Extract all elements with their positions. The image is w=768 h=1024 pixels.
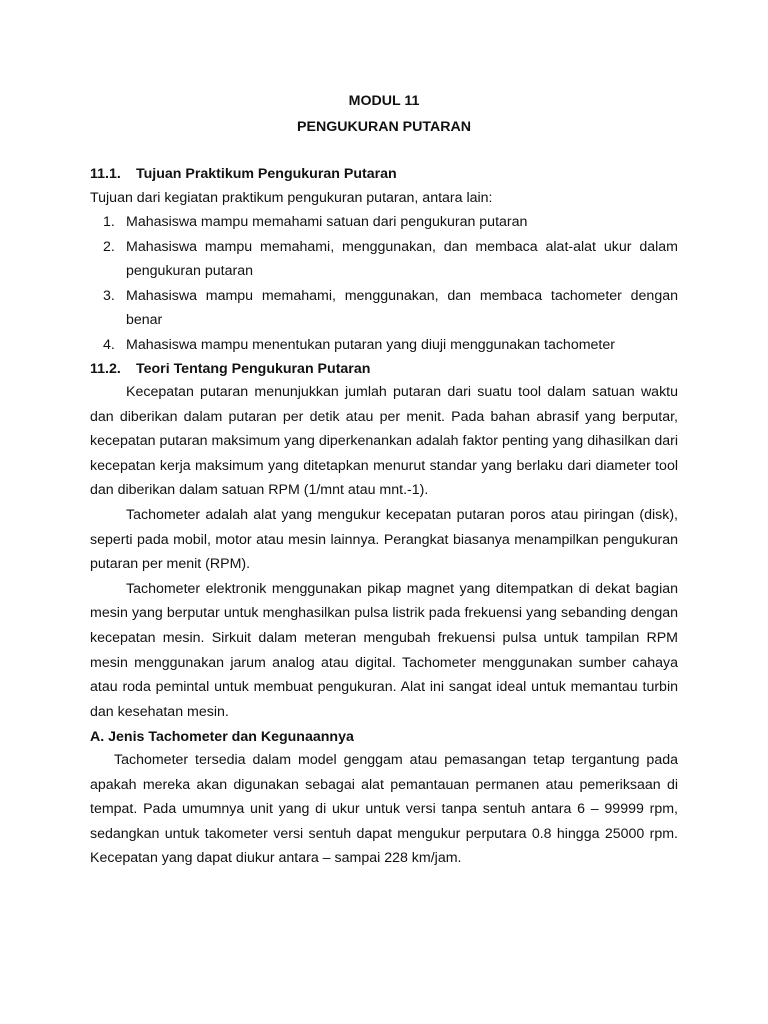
list-marker: 2.: [103, 238, 115, 255]
list-item: [90, 333, 678, 358]
list-item: [90, 235, 678, 284]
module-subtitle: PENGUKURAN PUTARAN: [297, 119, 471, 135]
body-paragraph: Kecepatan putaran menunjukkan jumlah putaran dari suatu tool dalam satuan waktu dan diberikan dalam putaran per detik atau per menit. Pada bahan abrasif yang berputar, kecepatan putaran maksimum yang diperkenankan adalah faktor penting yang dihasilkan dari kecepatan kerja maksimum yang ditetapkan menurut standar yang berlaku dari diameter tool dan diberikan dalam satuan RPM (1/mnt atau mnt.-1).: [90, 384, 678, 499]
list-marker: 1.: [103, 214, 115, 230]
section-2-body: [90, 380, 678, 724]
module-title: MODUL 11: [348, 93, 420, 109]
list-item-text: Mahasiswa mampu menentukan putaran yang diuji menggunakan tachometer: [126, 336, 615, 353]
body-paragraph: Tachometer adalah alat yang mengukur kecepatan putaran poros atau piringan (disk), seperti pada mobil, motor atau mesin lainnya. Perangkat biasanya menampilkan pengukuran putaran per menit (RPM).: [90, 506, 678, 573]
section-title-2: Teori Tentang Pengukuran Putaran: [136, 361, 371, 377]
list-item: [90, 284, 678, 333]
list-marker: 4.: [103, 336, 115, 353]
list-item-text: Mahasiswa mampu memahami satuan dari pengukuran putaran: [126, 214, 528, 230]
section-heading-1: [90, 165, 690, 183]
objectives-list: [90, 210, 678, 357]
section-number-1: 11.1.: [90, 166, 121, 182]
list-item: [90, 210, 678, 235]
list-item-text: Mahasiswa mampu memahami, menggunakan, dan membaca tachometer dengan benar: [126, 287, 678, 328]
list-marker: 3.: [103, 287, 115, 304]
subsection-body: [90, 748, 678, 871]
subsection-heading: A. Jenis Tachometer dan Kegunaannya: [90, 729, 354, 745]
section-title-1: Tujuan Praktikum Pengukuran Putaran: [136, 166, 397, 182]
section-1-intro: Tujuan dari kegiatan praktikum pengukuran putaran, antara lain:: [90, 190, 493, 206]
section-heading-2: [90, 360, 690, 378]
list-item-text: Mahasiswa mampu memahami, menggunakan, dan membaca alat-alat ukur dalam pengukuran putaran: [126, 238, 678, 279]
section-number-2: 11.2.: [90, 361, 121, 377]
body-paragraph: Tachometer elektronik menggunakan pikap magnet yang ditempatkan di dekat bagian mesin yang berputar untuk menghasilkan pulsa listrik pada frekuensi yang sebanding dengan kecepatan mesin. Sirkuit dalam meteran mengubah frekuensi pulsa untuk tampilan RPM mesin menggunakan jarum analog atau digital. Tachometer menggunakan sumber cahaya atau roda pemintal untuk membuat pengukuran. Alat ini sangat ideal untuk memantau turbin dan kesehatan mesin.: [90, 580, 678, 720]
body-paragraph: Tachometer tersedia dalam model genggam atau pemasangan tetap tergantung pada apakah mereka akan digunakan sebagai alat pemantauan permanen atau pemeriksaan di tempat. Pada umumnya unit yang di ukur untuk versi tanpa sentuh antara 6 – 99999 rpm, sedangkan untuk takometer versi sentuh dapat mengukur perputara 0.8 hingga 25000 rpm. Kecepatan yang dapat diukur antara – sampai 228 km/jam.: [90, 752, 678, 867]
